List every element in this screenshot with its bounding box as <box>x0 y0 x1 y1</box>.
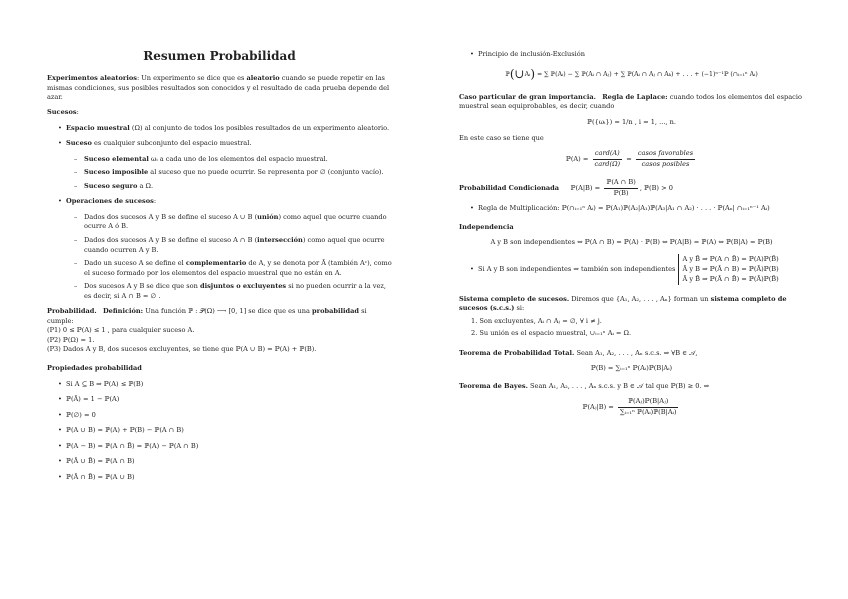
independencia-item: • Si A y B son independientes ⇒ también son independientes A y B̄ ⇒ ℙ(A ∩ B̄) = ℙ(A)ℙ(B̄) Ā y B ⇒ ℙ(Ā ∩ B) = ℙ(Ā)ℙ(B) Ā y B̄ ⇒ ℙ(Ā ∩ B̄) = ℙ(Ā)ℙ(B̄) <box>459 254 804 285</box>
probabilidad-definicion: Probabilidad. Definición: Una función ℙ : 𝒫(Ω) ⟶ [0, 1] se dice que es una probabilidad si cumple: <box>47 307 367 325</box>
probabilidad-total-paragraph: Teorema de Probabilidad Total. Sean A₁, A₂, . . . , Aₙ s.c.s. ⇒ ∀B ∈ 𝒜, <box>459 348 698 357</box>
suceso-item: • Suceso es cualquier subconjunto del espacio muestral. <box>47 139 392 149</box>
tipo-suceso-item: – Suceso imposible al suceso que no puede ocurrir. Se representa por ∅ (conjunto vacío). <box>47 168 392 178</box>
experimentos-post: cuando se puede repetir en las mismas condiciones, sus posibles resultados son conocidos y el resultado de cada prueba depende del azar. <box>47 74 390 102</box>
right-column <box>459 48 804 424</box>
experimentos-pre: : Un experimento se dice que es <box>136 74 247 83</box>
experimentos-paragraph <box>47 74 392 103</box>
independencia-cases: A y B̄ ⇒ ℙ(A ∩ B̄) = ℙ(A)ℙ(B̄) Ā y B ⇒ ℙ(Ā ∩ B) = ℙ(Ā)ℙ(B) Ā y B̄ ⇒ ℙ(Ā ∩ B̄) = ℙ(Ā)ℙ(B̄) <box>678 254 779 285</box>
propiedad-item: • Si A ⊆ B ⇒ ℙ(A) ≤ ℙ(B) <box>47 380 392 390</box>
laplace-paragraph: Caso particular de gran importancia. Regla de Laplace: cuando todos los elementos del espacio muestral sean equiprobables, es decir, cuando <box>459 92 802 111</box>
sucesos-heading: Sucesos: <box>47 108 79 117</box>
tipo-suceso-item: – Suceso elemental ωᵢ a cada uno de los elementos del espacio muestral. <box>47 155 392 165</box>
axioma-p3: (P3) Dados A y B, dos sucesos excluyentes, se tiene que ℙ(A ∪ B) = ℙ(A) + ℙ(B). <box>47 345 317 354</box>
propiedades-heading: Propiedades probabilidad <box>47 363 142 372</box>
operacion-item: – Dos sucesos A y B se dice que son disjuntos o excluyentes si no pueden ocurrir a la vez, es decir, si A ∩ B = ∅ . <box>47 282 392 301</box>
experimentos-label: Experimentos aleatorios <box>47 74 137 83</box>
propiedad-item: • ℙ(Ā ∩ B̄) = ℙ(A ∪ B) <box>47 473 392 483</box>
sistema-item: 1. Son excluyentes, Aᵢ ∩ Aⱼ = ∅, ∀ i ≠ j. <box>471 316 602 325</box>
bayes-formula: ℙ(Aⱼ|B) = $\frac{\text{ℙ(Aⱼ)ℙ(B|Aⱼ)}}{\text{∑ᵢ₌₁ⁿ ℙ(Aᵢ)ℙ(B|Aᵢ)}}$ <box>582 397 677 416</box>
propiedad-item: • ℙ(A − B) = ℙ(A ∩ B̄) = ℙ(A) − ℙ(A ∩ B) <box>47 442 392 452</box>
tipo-suceso-item: – Suceso seguro a Ω. <box>47 182 392 192</box>
bayes-paragraph: Teorema de Bayes. Sean A₁, A₂, . . . , Aₙ s.c.s. y B ∈ 𝒜 tal que ℙ(B) ≥ 0. ⇒ <box>459 381 710 390</box>
operacion-item: – Dado un suceso A se define el complementario de A, y se denota por Ā (también Aᶜ), como el suceso formado por los elementos del espacio muestral que no están en A. <box>47 259 392 278</box>
espacio-muestral-item: • Espacio muestral (Ω) al conjunto de todos los posibles resultados de un experimento aleatorio. <box>47 124 392 134</box>
operacion-item: – Dados dos sucesos A y B se define el suceso A ∪ B (unión) como aquel que ocurre cuando ocurre A ó B. <box>47 213 392 232</box>
left-column <box>47 48 392 488</box>
condicionada-line: Probabilidad Condicionada ℙ(A|B) = $\frac{\text{ℙ(A ∩ B)}}{\text{ℙ(B)}}$ , ℙ(B) > 0 <box>459 178 673 197</box>
axioma-p2: (P2) ℙ(Ω) = 1. <box>47 335 95 344</box>
operaciones-heading: • Operaciones de sucesos: <box>47 197 392 207</box>
page-title: Resumen Probabilidad <box>143 49 296 63</box>
inclusion-exclusion-formula: ℙ(∪Aᵢ) = ∑ ℙ(Aᵢ) − ∑ ℙ(Aᵢ ∩ Aⱼ) + ∑ ℙ(Aᵢ ∩ Aⱼ ∩ Aₖ) + . . . + (−1)ⁿ⁻¹ℙ (∩ᵢ₌₁ⁿ Aᵢ) <box>505 66 758 81</box>
experimentos-bold: aleatorio <box>246 74 280 83</box>
propiedad-item: • ℙ(A ∪ B) = ℙ(A) + ℙ(B) − ℙ(A ∩ B) <box>47 426 392 436</box>
laplace-equiprobable: ℙ({ωᵢ}) = 1/n , i = 1, ..., n. <box>587 118 676 127</box>
propiedad-item: • ℙ(Ā ∪ B̄) = ℙ(A ∩ B) <box>47 457 392 467</box>
independencia-formula: A y B son independientes ⇔ ℙ(A ∩ B) = ℙ(A) · ℙ(B) ⇔ ℙ(A|B) = ℙ(A) ⇔ ℙ(B|A) = ℙ(B) <box>490 238 773 247</box>
axioma-p1: (P1) 0 ≤ ℙ(A) ≤ 1 , para cualquier suceso A. <box>47 326 195 335</box>
sistema-completo-paragraph: Sistema completo de sucesos. Diremos que {A₁, A₂, . . . , Aₙ} forman un sistema completo de sucesos (s.c.s.) si: <box>459 294 787 313</box>
propiedad-item: • ℙ(Ā) = 1 − ℙ(A) <box>47 395 392 405</box>
sistema-item: 2. Su unión es el espacio muestral, ∪ᵢ₌₁ⁿ Aᵢ = Ω. <box>471 329 632 338</box>
en-este-caso-text: En este caso se tiene que <box>459 133 544 142</box>
laplace-formula: ℙ(A) = $\frac{\text{card(A)}}{\text{card(Ω)}}$ = $\frac{\text{casos favorables}}{\text{casos posibles}}$ <box>565 149 694 168</box>
operacion-item: – Dados dos sucesos A y B se define el suceso A ∩ B (intersección) como aquel que ocurre cuando ocurren A y B. <box>47 236 392 255</box>
propiedad-item: • ℙ(∅) = 0 <box>47 411 392 421</box>
inclusion-exclusion-item: • Principio de inclusión-Exclusión <box>459 50 804 60</box>
multiplicacion-item: • Regla de Multiplicación: ℙ(∩ᵢ₌₁ⁿ Aᵢ) = ℙ(A₁)ℙ(A₂|A₁)ℙ(A₃|A₁ ∩ A₂) · . . . · ℙ(Aₙ| ∩ᵢ₌₁ⁿ⁻¹ Aᵢ) <box>459 204 804 214</box>
independencia-heading: Independencia <box>459 222 514 231</box>
probabilidad-total-formula: ℙ(B) = ∑ᵢ₌₁ⁿ ℙ(Aᵢ)ℙ(B|Aᵢ) <box>590 364 673 373</box>
